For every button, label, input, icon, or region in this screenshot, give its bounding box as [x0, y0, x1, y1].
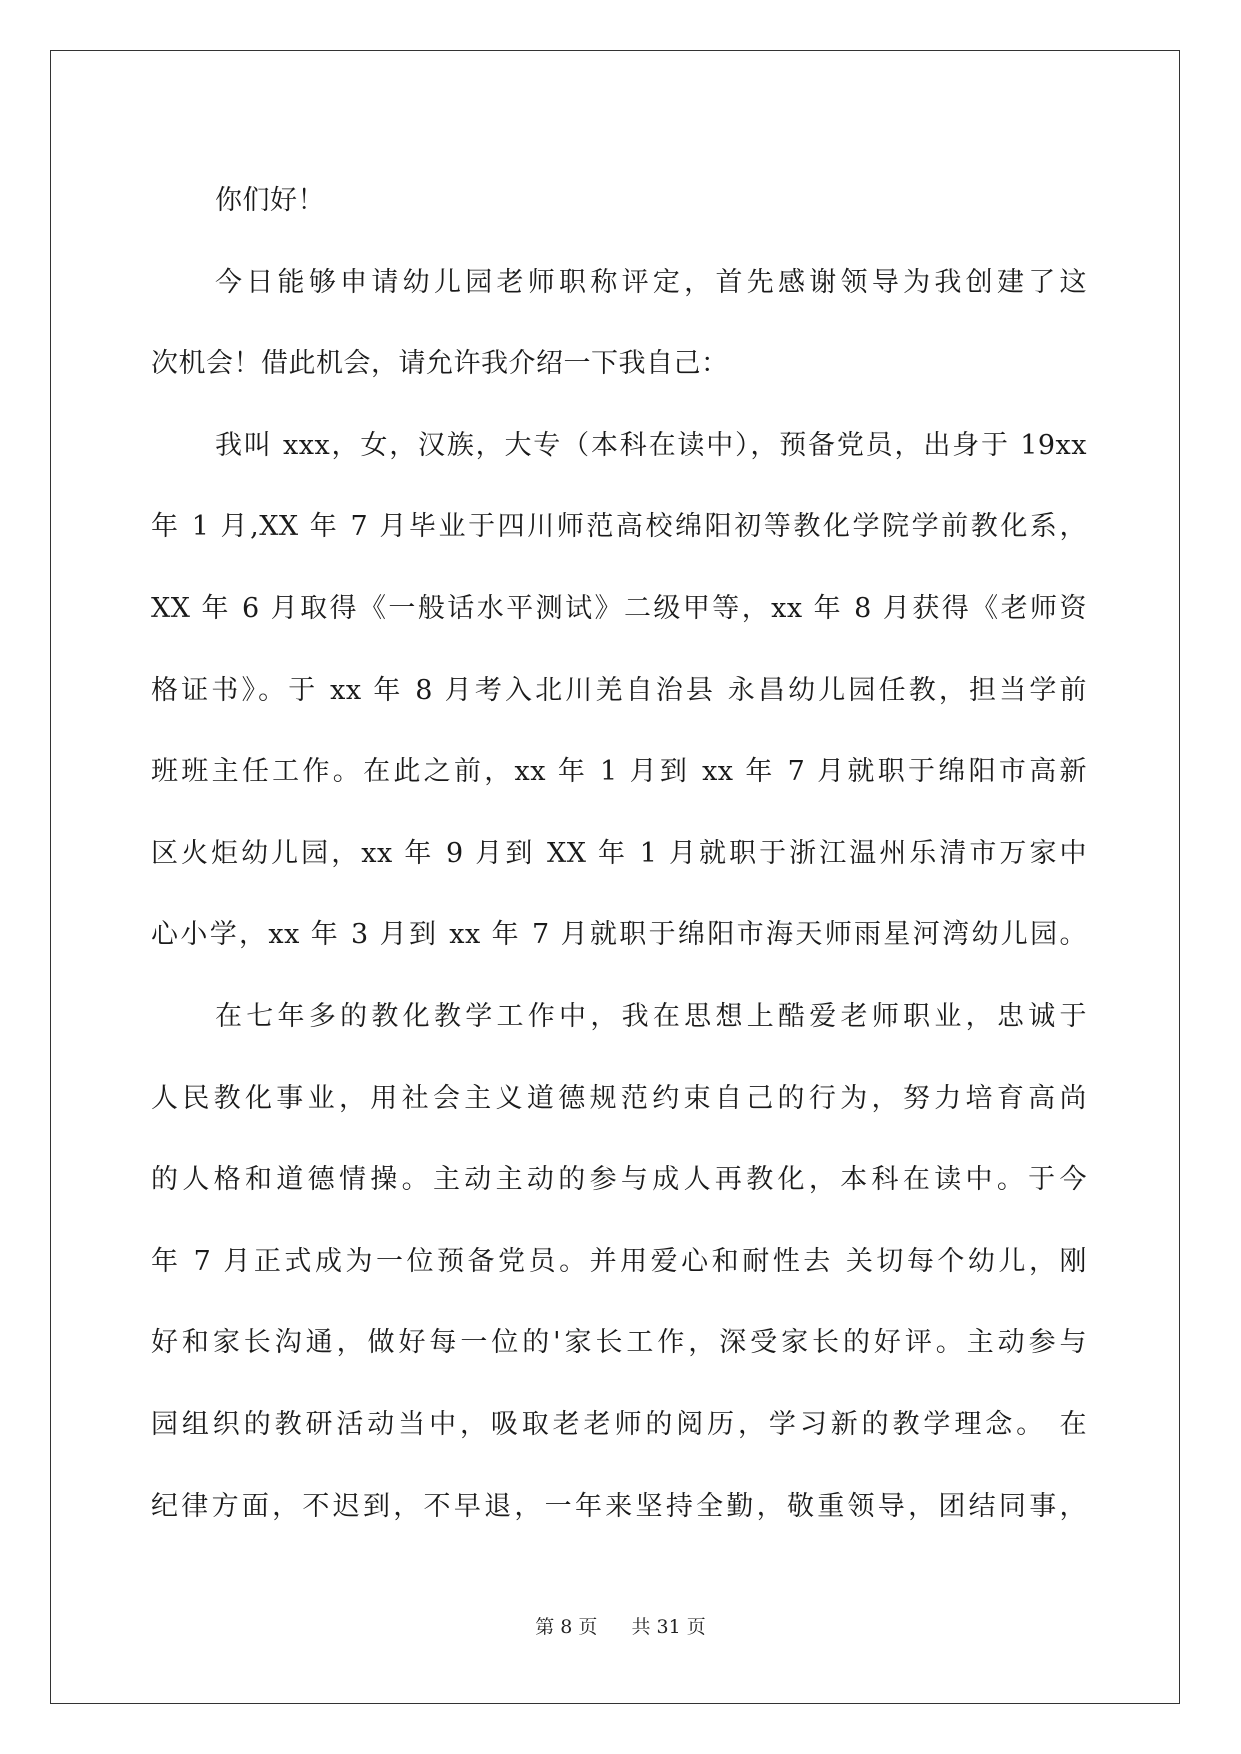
text-line: 的人格和道德情操。主动主动的参与成人再教化，本科在读中。于今: [151, 1164, 1087, 1196]
text-line: 心小学，xx 年 3 月到 xx 年 7 月就职于绵阳市海天师雨星河湾幼儿园。: [151, 919, 1087, 951]
page-footer: [0, 1612, 1241, 1639]
text-line: 班班主任工作。在此之前，xx 年 1 月到 xx 年 7 月就职于绵阳市高新: [151, 756, 1087, 788]
text-line: XX 年 6 月取得《一般话水平测试》二级甲等，xx 年 8 月获得《老师资: [151, 592, 1087, 624]
text-line: 在七年多的教化教学工作中，我在思想上酷爱老师职业，忠诚于: [215, 1000, 1087, 1032]
text-line: 园组织的教研活动当中，吸取老老师的阅历，学习新的教学理念。 在: [151, 1408, 1087, 1440]
text-line: 年 1 月,XX 年 7 月毕业于四川师范高校绵阳初等教化学院学前教化系，: [151, 511, 1087, 543]
text-line: 次机会！借此机会，请允许我介绍一下我自己：: [151, 348, 729, 380]
page-number: 第 8 页: [535, 1616, 598, 1638]
paragraph-2: [151, 405, 1087, 976]
greeting: 你们好！: [215, 185, 325, 216]
paragraph-1: [151, 242, 1087, 405]
text-line: 格证书》。于 xx 年 8 月考入北川羌自治县 永昌幼儿园任教，担当学前: [151, 674, 1087, 706]
page-total: 共 31 页: [631, 1616, 706, 1638]
text-line: 今日能够申请幼儿园老师职称评定，首先感谢领导为我创建了这: [215, 266, 1087, 298]
text-line: 好和家长沟通，做好每一位的'家长工作，深受家长的好评。主动参与: [151, 1327, 1087, 1359]
text-line: 人民教化事业，用社会主义道德规范约束自己的行为，努力培育高尚: [151, 1082, 1087, 1114]
text-line: 我叫 xxx，女，汉族，大专（本科在读中），预备党员，出身于 19xx: [215, 429, 1087, 461]
document-body: [151, 160, 1087, 1547]
text-line: 年 7 月正式成为一位预备党员。并用爱心和耐性去 关切每个幼儿，刚: [151, 1245, 1087, 1277]
text-line: 区火炬幼儿园，xx 年 9 月到 XX 年 1 月就职于浙江温州乐清市万家中: [151, 837, 1087, 869]
text-line: 纪律方面，不迟到，不早退，一年来坚持全勤，敬重领导，团结同事，: [151, 1490, 1087, 1522]
paragraph-3: [151, 976, 1087, 1547]
